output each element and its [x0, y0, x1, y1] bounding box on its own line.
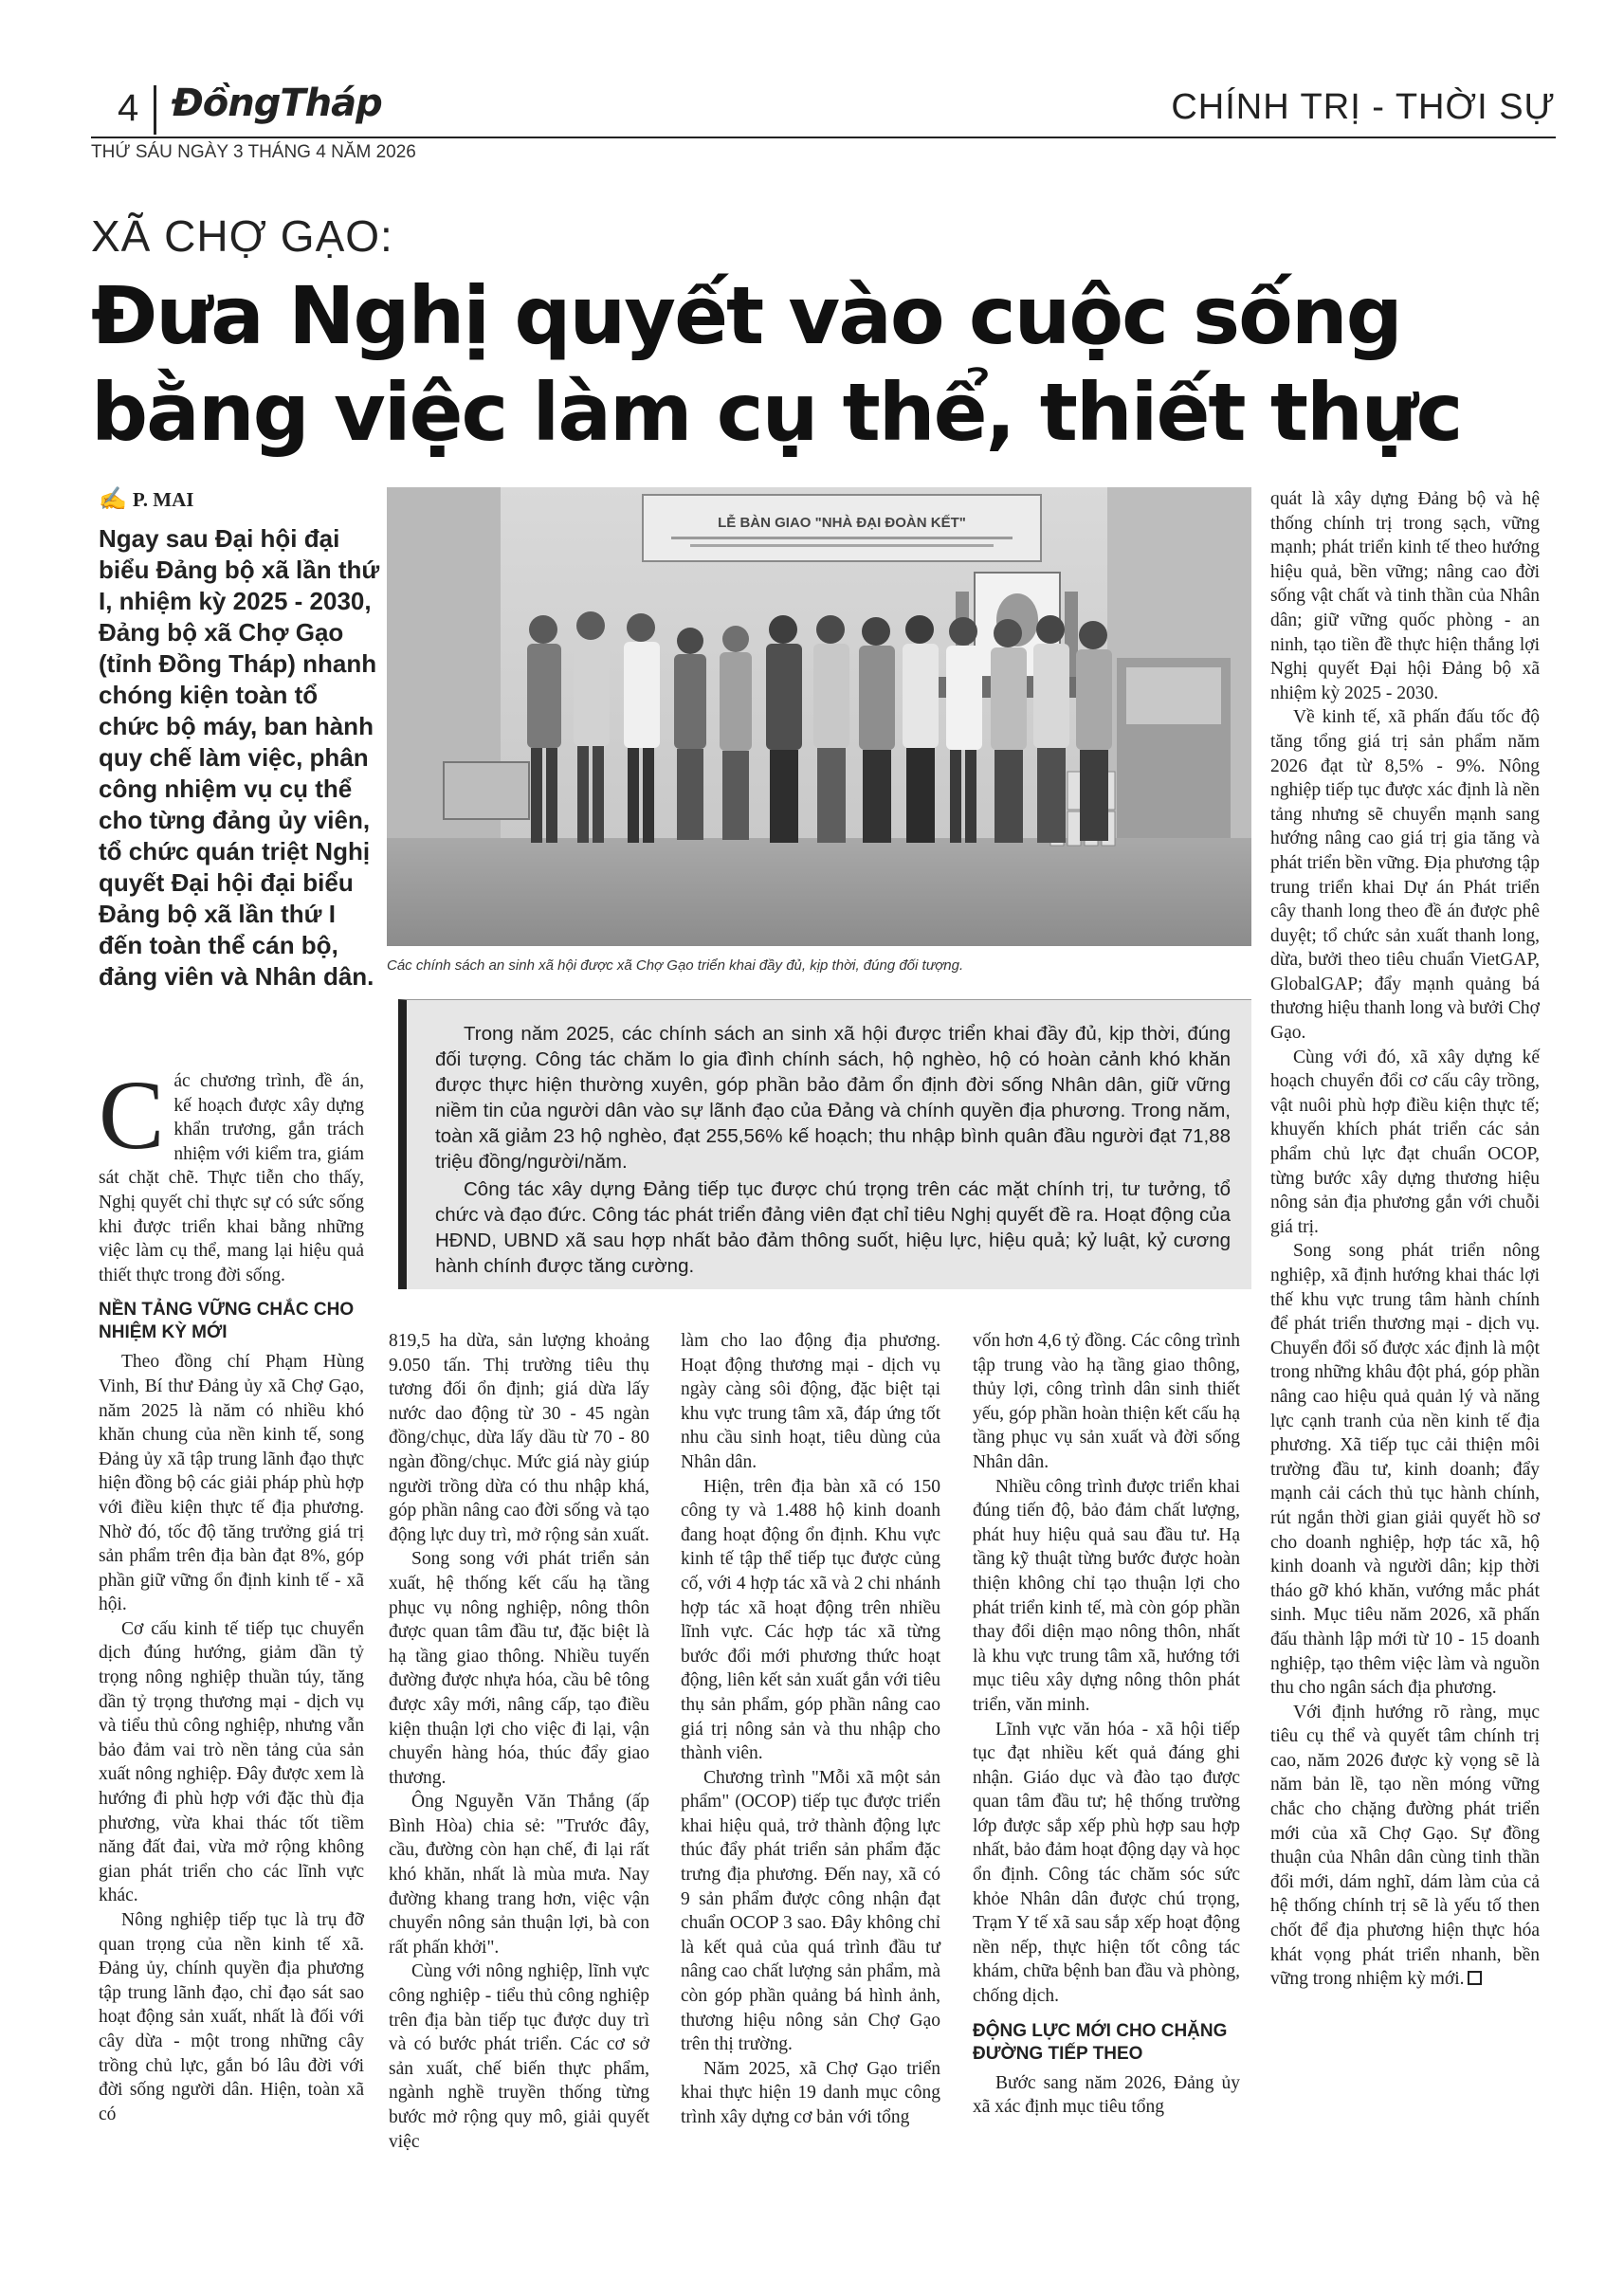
intro-text: ác chương trình, đề án, kế hoạch được xây dựng khẩn trương, gắn trách nhiệm với kiểm tra, giám sát chặt chẽ. Thực tiễn cho thấy, Nghị quyết chỉ thực sự có sức sống khi được triển khai bằng những việc làm cụ thể, mang lại hiệu quả thiết thực trong đời sống. [99, 1071, 364, 1285]
column-1 [99, 1061, 364, 2126]
article-kicker: XÃ CHỢ GẠO: [91, 211, 393, 261]
pen-icon: ✍ [99, 487, 127, 512]
column-4 [973, 1329, 1240, 2120]
col2-paragraph-3: Ông Nguyễn Văn Thắng (ấp Bình Hòa) chia sẻ: "Trước đây, cầu, đường còn hạn chế, đi lại rất khó khăn, nhất là mùa mưa. Nay đường khang trang hơn, việc vận chuyển nông sản thuận lợi, bà con rất phấn khởi". [389, 1792, 649, 1958]
article-lead: Ngay sau Đại hội đại biểu Đảng bộ xã lần thứ I, nhiệm kỳ 2025 - 2030, Đảng bộ xã Chợ Gạo (tỉnh Đồng Tháp) nhanh chóng kiện toàn tổ chức bộ máy, ban hành quy chế làm việc, phân công nhiệm vụ cụ thể cho từng đảng ủy viên, tổ chức quán triệt Nghị quyết Đại hội đại biểu Đảng bộ xã lần thứ I đến toàn thể cán bộ, đảng viên và Nhân dân. [99, 524, 380, 991]
col3-paragraph-4: Năm 2025, xã Chợ Gạo triển khai thực hiện 19 danh mục công trình xây dựng cơ bản với tổng [681, 2058, 940, 2127]
intro-paragraph [99, 1061, 364, 1287]
col3-paragraph-1: làm cho lao động địa phương. Hoạt động thương mại - dịch vụ ngày càng sôi động, đặc biệt tại khu vực trung tâm xã, đáp ứng tốt nhu cầu sinh hoạt, tiêu dùng của Nhân dân. [681, 1331, 940, 1472]
page-number: 4 [118, 87, 139, 129]
photo-caption: Các chính sách an sinh xã hội được xã Chợ Gạo triển khai đầy đủ, kịp thời, đúng đối tượng. [387, 957, 964, 974]
header-rule [91, 137, 1556, 138]
col1-paragraph-1: Theo đồng chí Phạm Hùng Vinh, Bí thư Đảng ủy xã Chợ Gạo, năm 2025 là năm có nhiều khó khăn chung của nền kinh tế, song Đảng ủy xã tập trung lãnh đạo thực hiện đồng bộ các giải pháp phù hợp với điều kiện thực tế địa phương. Nhờ đó, tốc độ tăng trưởng giá trị sản phẩm trên địa bàn đạt 8%, góp phần giữ vững ổn định kinh tế - xã hội. [99, 1352, 364, 1615]
col3-paragraph-2: Hiện, trên địa bàn xã có 150 công ty và 1.488 hộ kinh doanh đang hoạt động ổn định. Khu vực kinh tế tập thể tiếp tục được củng cố, với 4 hợp tác xã và 2 chi nhánh hợp tác xã hoạt động trên nhiều lĩnh vực. Các hợp tác xã từng bước đổi mới phương thức hoạt động, liên kết sản xuất gắn với tiêu thụ sản phẩm, góp phần nâng cao giá trị nông sản và thu nhập cho thành viên. [681, 1476, 940, 1764]
column-2 [389, 1329, 649, 2154]
col4-paragraph-4: Bước sang năm 2026, Đảng ủy xã xác định mục tiêu tổng [973, 2072, 1240, 2118]
banner-title: LỄ BÀN GIAO "NHÀ ĐẠI ĐOÀN KẾT" [718, 515, 966, 531]
col3-paragraph-3: Chương trình "Mỗi xã một sản phẩm" (OCOP) tiếp tục được triển khai hiệu quả, trở thành động lực thúc đẩy phát triển sản phẩm đặc trưng địa phương. Đến nay, xã có 9 sản phẩm được công nhận đạt chuẩn OCOP 3 sao. Đây không chỉ là kết quả của quá trình đầu tư nâng cao chất lượng sản phẩm, mà còn góp phần quảng bá hình ảnh, thương hiệu nông sản Chợ Gạo trên thị trường. [681, 1767, 940, 2055]
col4-paragraph-2: Nhiều công trình được triển khai đúng tiến độ, bảo đảm chất lượng, phát huy hiệu quả sau đầu tư. Hạ tầng kỹ thuật từng bước được hoàn thiện không chỉ tạo thuận lợi cho phát triển kinh tế, mà còn góp phần thay đổi diện mạo nông thôn, nhất là khu vực trung tâm xã, hướng tới mục tiêu xây dựng nông thôn phát triển, văn minh. [973, 1476, 1240, 1715]
col2-paragraph-2: Song song với phát triển sản xuất, hệ thống kết cấu hạ tầng phục vụ nông nghiệp, nông thôn được quan tâm đầu tư, đặc biệt là hạ tầng giao thông. Nhiều tuyến đường được nhựa hóa, cầu bê tông được xây mới, nâng cấp, tạo điều kiện thuận lợi cho việc đi lại, vận chuyển hàng hóa, thúc đẩy giao thương. [389, 1549, 649, 1788]
drop-cap: C [99, 1061, 165, 1170]
section-label: CHÍNH TRỊ - THỜI SỰ [1171, 87, 1556, 127]
col2-paragraph-1: 819,5 ha dừa, sản lượng khoảng 9.050 tấn. Thị trường tiêu thụ tương đối ổn định; giá dừa lấy nước dao động từ 30 - 45 ngàn đồng/chục, dừa lấy dầu từ 70 - 80 ngàn đồng/chục. Mức giá này giúp người trồng dừa có thu nhập khá, góp phần nâng cao đời sống và tạo động lực duy trì, mở rộng sản xuất. [389, 1331, 649, 1545]
closing-text: Với định hướng rõ ràng, mục tiêu cụ thể và quyết tâm chính trị cao, năm 2026 được kỳ vọng sẽ là năm bản lề, tạo nền móng vững chắc cho chặng đường phát triển mới của xã Chợ Gạo. Sự đồng thuận của Nhân dân cùng tinh thần đổi mới, dám nghĩ, dám làm của cả hệ thống chính trị sẽ là yếu tố then chốt để địa phương hiện thực hóa khát vọng phát triển nhanh, bền vững trong nhiệm kỳ mới. [1270, 1702, 1540, 1990]
highlight-box [398, 999, 1251, 1289]
col4-paragraph-3: Lĩnh vực văn hóa - xã hội tiếp tục đạt nhiều kết quả đáng ghi nhận. Giáo dục và đào tạo được quan tâm đầu tư; hệ thống trường lớp được sắp xếp phù hợp sau hợp nhất, bảo đảm hoạt động dạy và học ổn định. Công tác chăm sóc sức khỏe Nhân dân được chú trọng, Trạm Y tế xã sau sắp xếp hoạt động nền nếp, thực hiện tốt công tác khám, chữa bệnh ban đầu và phòng, chống dịch. [973, 1719, 1240, 2007]
col4-paragraph-1: vốn hơn 4,6 tỷ đồng. Các công trình tập trung vào hạ tầng giao thông, thủy lợi, công trình dân sinh thiết yếu, góp phần hoàn thiện kết cấu hạ tầng phục vụ sản xuất và đời sống Nhân dân. [973, 1331, 1240, 1472]
col5-paragraph-3: Cùng với đó, xã xây dựng kế hoạch chuyển đổi cơ cấu cây trồng, vật nuôi phù hợp điều kiện thực tế; khuyến khích phát triển các sản phẩm chủ lực đạt chuẩn OCOP, từng bước xây dựng thương hiệu nông sản địa phương gắn với chuỗi giá trị. [1270, 1047, 1540, 1237]
page-header [91, 82, 1556, 138]
masthead-logo: ĐồngTháp [172, 82, 382, 125]
subhead-momentum: ĐỘNG LỰC MỚI CHO CHẶNG ĐƯỜNG TIẾP THEO [973, 2020, 1228, 2064]
group-photo-illustration [387, 487, 1251, 946]
dateline: THỨ SÁU NGÀY 3 THÁNG 4 NĂM 2026 [91, 142, 416, 162]
column-3 [681, 1329, 940, 2130]
col1-paragraph-3: Nông nghiệp tiếp tục là trụ đỡ quan trọng của nền kinh tế xã. Đảng ủy, chính quyền địa phương tập trung lãnh đạo, chỉ đạo sát sao hoạt động sản xuất, nhất là đối với cây dừa - một trong những cây trồng chủ lực, gắn bó lâu đời với đời sống người dân. Hiện, toàn xã có [99, 1910, 364, 2124]
col2-paragraph-4: Cùng với nông nghiệp, lĩnh vực công nghiệp - tiểu thủ công nghiệp trên địa bàn tiếp tục được duy trì và có bước phát triển. Các cơ sở sản xuất, chế biến thực phẩm, ngành nghề truyền thống từng bước mở rộng quy mô, giải quyết việc [389, 1961, 649, 2152]
highlight-paragraph-1: Trong năm 2025, các chính sách an sinh xã hội được triển khai đầy đủ, kịp thời, đúng đối tượng. Công tác chăm lo gia đình chính sách, hộ nghèo, hộ có hoàn cảnh khó khăn được thực hiện thường xuyên, góp phần bảo đảm ổn định đời sống Nhân dân, giữ vững niềm tin của người dân vào sự lãnh đạo của Đảng và chính quyền địa phương. Trong năm, toàn xã giảm 23 hộ nghèo, đạt 255,56% kế hoạch; thu nhập bình quân đầu người đạt 71,88 triệu đồng/người/năm. [435, 1023, 1231, 1173]
col5-paragraph-5 [1270, 1701, 1540, 1992]
article-photo [387, 487, 1251, 946]
byline [99, 485, 193, 513]
column-5 [1270, 487, 1540, 1992]
header-divider [154, 85, 156, 135]
col1-paragraph-2: Cơ cấu kinh tế tiếp tục chuyển dịch đúng hướng, giảm dần tỷ trọng nông nghiệp thuần túy, tăng dần tỷ trọng thương mại - dịch vụ và tiểu thủ công nghiệp, nhưng vẫn bảo đảm vai trò nền tảng của sản xuất nông nghiệp. Đây được xem là hướng đi phù hợp với đặc thù địa phương, vừa khai thác tốt tiềm năng đất đai, vừa mở rộng không gian phát triển cho các lĩnh vực khác. [99, 1618, 364, 1906]
col5-paragraph-2: Về kinh tế, xã phấn đấu tốc độ tăng tổng giá trị sản phẩm năm 2026 đạt từ 8,5% - 9%. Nông nghiệp tiếp tục được xác định là nền tảng nhưng sẽ chuyển mạnh sang hướng nâng cao giá trị gia tăng và phát triển bền vững. Địa phương tập trung triển khai Dự án Phát triển cây thanh long theo đề án được phê duyệt; tổ chức sản xuất thanh long, dừa, bưởi theo tiêu chuẩn VietGAP, GlobalGAP; đẩy mạnh quảng bá thương hiệu thanh long và bưởi Chợ Gạo. [1270, 707, 1540, 1044]
article-headline: Đưa Nghị quyết vào cuộc sống bằng việc làm cụ thể, thiết thực [91, 269, 1462, 459]
col5-paragraph-1: quát là xây dựng Đảng bộ và hệ thống chính trị trong sạch, vững mạnh; phát triển kinh tế theo hướng hiệu quả, bền vững; nâng cao đời sống vật chất và tinh thần của Nhân dân; giữ vững quốc phòng - an ninh, tạo tiền đề thực hiện thắng lợi Nghị quyết Đại hội Đảng bộ xã nhiệm kỳ 2025 - 2030. [1270, 489, 1540, 703]
subhead-foundation: NỀN TẢNG VỮNG CHẮC CHO NHIỆM KỲ MỚI [99, 1300, 355, 1343]
highlight-paragraph-2: Công tác xây dựng Đảng tiếp tục được chú trọng trên các mặt chính trị, tư tưởng, tổ chức và đạo đức. Công tác phát triển đảng viên đạt chỉ tiêu Nghị quyết đề ra. Hoạt động của HĐND, UBND xã sau hợp nhất bảo đảm thông suốt, hiệu lực, hiệu quả; kỷ luật, kỷ cương hành chính được tăng cường. [435, 1178, 1231, 1277]
col5-paragraph-4: Song song phát triển nông nghiệp, xã định hướng khai thác lợi thế khu vực trung tâm hành chính để phát triển thương mại - dịch vụ. Chuyển đổi số được xác định là một trong những khâu đột phá, góp phần nâng cao hiệu quả quản lý và năng lực cạnh tranh của nền kinh tế địa phương. Xã tiếp tục cải thiện môi trường đầu tư, kinh doanh; đẩy mạnh cải cách thủ tục hành chính, rút ngắn thời gian giải quyết hồ sơ cho doanh nghiệp, hợp tác xã, hộ kinh doanh và người dân; kịp thời tháo gỡ khó khăn, vướng mắc phát sinh. Mục tiêu năm 2026, xã phấn đấu thành lập mới từ 10 - 15 doanh nghiệp, tạo thêm việc làm và nguồn thu cho ngân sách địa phương. [1270, 1241, 1540, 1699]
author-name: P. MAI [132, 488, 194, 511]
end-mark-icon [1468, 1971, 1482, 1985]
